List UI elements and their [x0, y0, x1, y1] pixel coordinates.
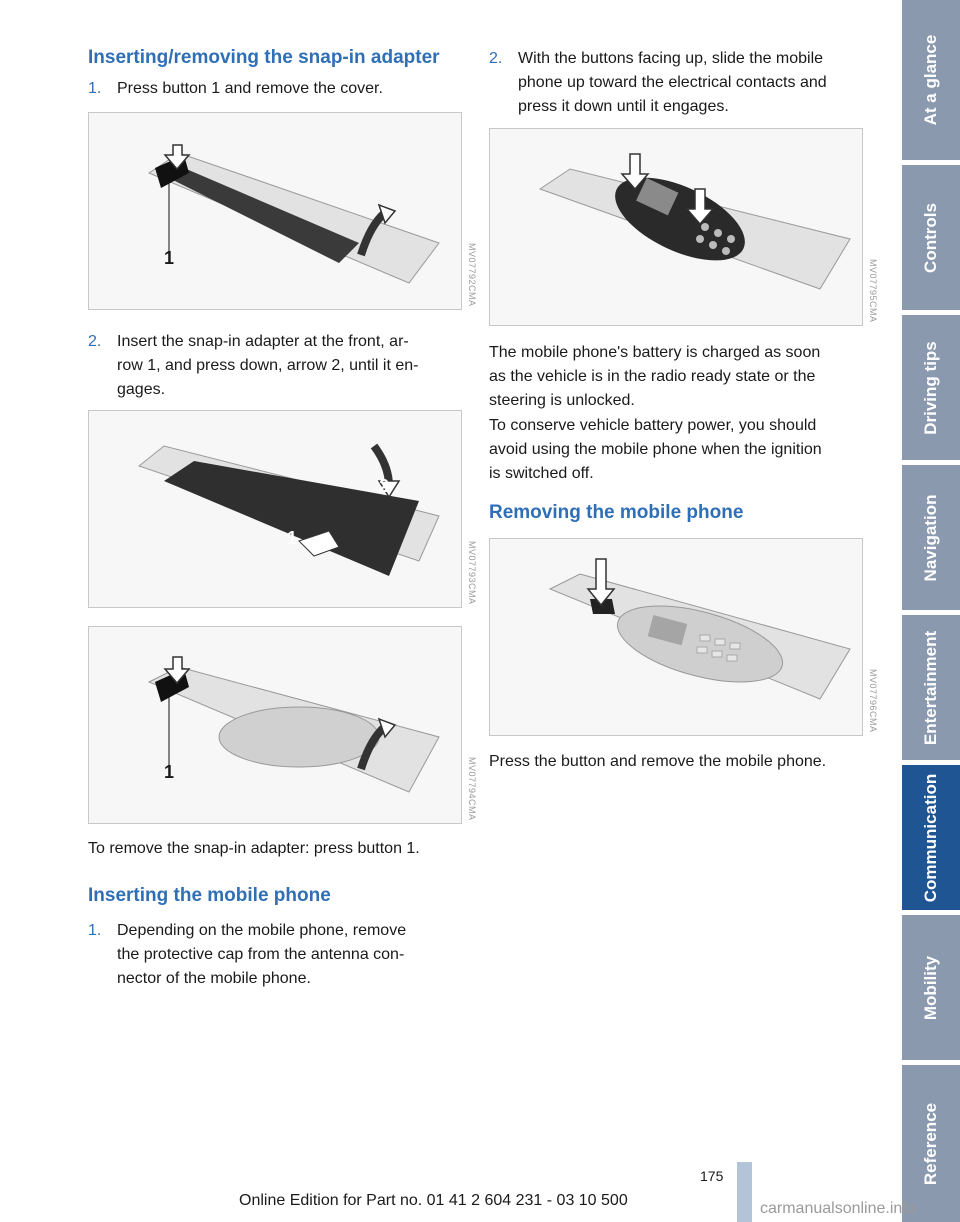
tab-label: Navigation [921, 494, 940, 581]
tab-reference[interactable] [902, 1065, 960, 1222]
footer-edition: Online Edition for Part no. 01 41 2 604 231 - 03 10 500 [239, 1192, 628, 1209]
tab-label: At a glance [921, 34, 940, 126]
step-text [117, 330, 462, 402]
step-line: Insert the snap-in adapter at the front, ar- [117, 333, 409, 350]
figure-label-1: 1 [287, 528, 298, 548]
figure-code: MV07794CMA [467, 757, 477, 821]
figure-remove-cover [88, 112, 477, 310]
tab-controls[interactable] [902, 165, 960, 310]
figure-label-2: 2 [379, 476, 390, 496]
step-number: 2. [88, 333, 102, 350]
tab-communication[interactable] [902, 765, 960, 910]
remove-adapter-text: To remove the snap-in adapter: press button 1. [88, 840, 420, 857]
paragraph-line: avoid using the mobile phone when the ignition [489, 441, 822, 458]
paragraph-line: To conserve vehicle battery power, you should [489, 417, 817, 434]
step-number: 2. [489, 50, 503, 67]
step-text: Press button 1 and remove the cover. [117, 80, 383, 97]
tab-entertainment[interactable] [902, 615, 960, 760]
figure-slide-phone [489, 128, 878, 326]
step-text [518, 47, 863, 119]
remove-phone-text: Press the button and remove the mobile phone. [489, 753, 827, 770]
figure-remove-phone [489, 538, 878, 736]
step-line: With the buttons facing up, slide the mobile [518, 50, 824, 67]
tab-navigation[interactable] [902, 465, 960, 610]
step-number: 1. [88, 80, 102, 97]
watermark: carmanualsonline.info [760, 1200, 916, 1217]
step-number: 1. [88, 922, 102, 939]
tab-at-a-glance[interactable] [902, 0, 960, 160]
paragraph-line: as the vehicle is in the radio ready state or the [489, 368, 816, 385]
figure-code: MV07792CMA [467, 243, 477, 307]
tab-label: Mobility [921, 955, 940, 1020]
step-line: gages. [117, 381, 166, 398]
step-line: nector of the mobile phone. [117, 970, 311, 987]
step-text [117, 919, 462, 991]
tab-label: Controls [921, 202, 940, 273]
figure-code: MV07795CMA [868, 259, 878, 323]
step-line: phone up toward the electrical contacts and [518, 74, 827, 91]
heading-removing-phone: Removing the mobile phone [489, 502, 744, 523]
figure-label-1: 1 [164, 762, 175, 782]
page-marker-bar [737, 1162, 752, 1222]
page-number: 175 [700, 1168, 724, 1184]
figure-insert-adapter [88, 410, 477, 608]
adapter-button-illustration [89, 627, 463, 825]
phone-insert-illustration [490, 129, 864, 327]
paragraph-line: is switched off. [489, 465, 594, 482]
figure-press-button [88, 626, 477, 824]
step-line: press it down until it engages. [518, 98, 729, 115]
tab-mobility[interactable] [902, 915, 960, 1060]
tab-label: Entertainment [921, 630, 940, 745]
paragraph-line: steering is unlocked. [489, 392, 635, 409]
chapter-sidebar [902, 0, 960, 1222]
figure-label-1: 1 [164, 248, 175, 268]
step-line: the protective cap from the antenna con- [117, 946, 405, 963]
tab-label: Reference [921, 1102, 940, 1185]
conserve-battery-paragraph [489, 414, 863, 486]
battery-charge-paragraph [489, 341, 863, 413]
tab-label: Driving tips [921, 340, 940, 435]
paragraph-line: The mobile phone's battery is charged as soon [489, 344, 821, 361]
phone-remove-illustration [490, 539, 864, 737]
figure-code: MV07793CMA [467, 541, 477, 605]
heading-inserting-phone: Inserting the mobile phone [88, 885, 331, 906]
adapter-cover-illustration [89, 113, 463, 311]
adapter-insert-illustration [89, 411, 463, 609]
tab-label: Communication [921, 773, 940, 902]
step-line: row 1, and press down, arrow 2, until it en- [117, 357, 419, 374]
step-line: Depending on the mobile phone, remove [117, 922, 407, 939]
tab-driving-tips[interactable] [902, 315, 960, 460]
figure-code: MV07796CMA [868, 669, 878, 733]
heading-snap-in-adapter: Inserting/removing the snap-in adapter [88, 47, 440, 68]
